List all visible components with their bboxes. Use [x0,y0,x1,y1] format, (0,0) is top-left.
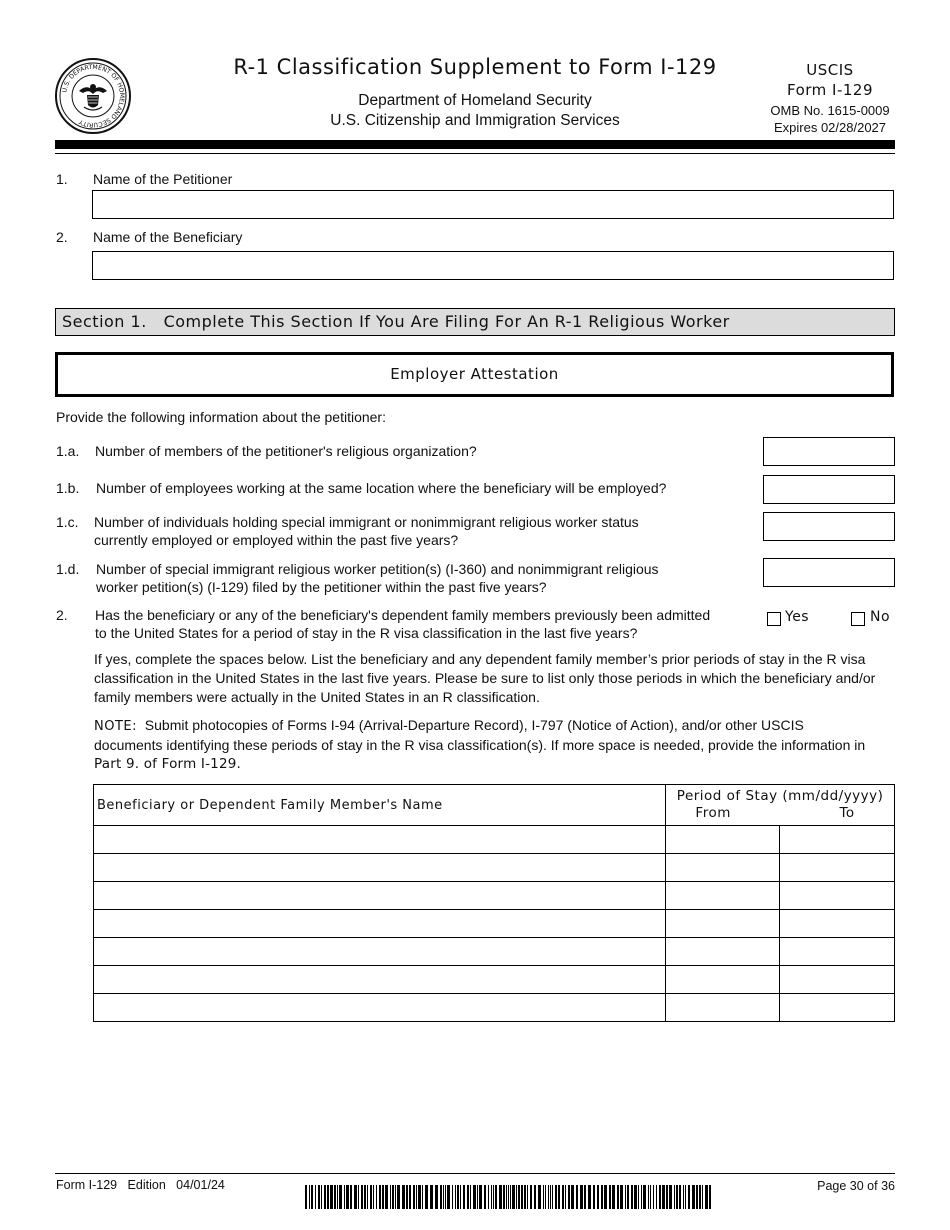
barcode-bar [580,1185,583,1209]
barcode-bar [627,1185,629,1209]
barcode-bar [324,1185,326,1209]
barcode-bar [452,1185,453,1209]
barcode-bar [516,1185,517,1209]
department-line-1: Department of Homeland Security [358,92,592,109]
barcode-bar [350,1185,352,1209]
stay-to-cell[interactable] [780,938,895,966]
barcode-bar [473,1185,476,1209]
barcode-bar [493,1185,494,1209]
barcode-bar [361,1185,363,1209]
barcode-bar [413,1185,415,1209]
note-text [94,716,865,774]
dhs-seal [55,58,131,134]
barcode-bar [422,1185,423,1209]
barcode-bar [609,1185,611,1209]
barcode-bar [373,1185,374,1209]
barcode-bar [334,1185,336,1209]
to-column-header: To [839,805,855,821]
instructions-line-3: family members were actually in the United States in an R classification. [94,689,540,705]
barcode-bar [527,1185,528,1209]
question-1a-field[interactable] [763,437,895,466]
barcode-bar [425,1185,428,1209]
department-name [200,91,750,131]
barcode-bar [662,1185,665,1209]
barcode-bar [311,1185,313,1209]
barcode-bar [392,1185,394,1209]
question-1a-text: Number of members of the petitioner's religious organization? [95,443,477,459]
barcode-bar [467,1185,469,1209]
question-1b-field[interactable] [763,475,895,504]
barcode-bar [518,1185,520,1209]
question-1b-number: 1.b. [56,480,80,496]
question-2-number: 2. [56,607,68,623]
section-header [55,308,895,336]
stay-name-cell[interactable] [94,994,666,1022]
note-line-2: documents identifying these periods of stay in the R visa classification(s). If more space is needed, provide the information in [94,737,866,753]
barcode-bar [385,1185,388,1209]
barcode-bar [358,1185,359,1209]
header-rule-thin [55,153,895,154]
barcode-bar [669,1185,672,1209]
barcode-bar [634,1185,637,1209]
stay-from-cell[interactable] [666,910,780,938]
barcode-bar [390,1185,391,1209]
stay-from-cell[interactable] [666,882,780,910]
barcode-bar [625,1185,626,1209]
beneficiary-number: 2. [56,229,68,245]
barcode-bar [653,1185,654,1209]
barcode-bar [510,1185,511,1209]
barcode-bar [460,1185,461,1209]
department-line-2: U.S. Citizenship and Immigration Services [330,112,620,129]
barcode-bar [503,1185,505,1209]
stay-to-cell[interactable] [780,882,895,910]
stay-from-cell[interactable] [666,826,780,854]
stay-to-cell[interactable] [780,966,895,994]
petitioner-number: 1. [56,171,68,187]
table-row [94,966,895,994]
barcode-bar [530,1185,532,1209]
stay-name-cell[interactable] [94,826,666,854]
barcode-bar [445,1185,446,1209]
barcode-bar [305,1185,307,1209]
question-2-text [95,606,710,642]
table-row [94,882,895,910]
barcode [305,1185,715,1212]
barcode-bar [406,1185,408,1209]
barcode-bar [321,1185,322,1209]
barcode-bar [692,1185,695,1209]
table-row [94,910,895,938]
barcode-bar [638,1185,639,1209]
barcode-bar [685,1185,686,1209]
barcode-bar [584,1185,586,1209]
barcode-bar [440,1185,442,1209]
barcode-bar [418,1185,421,1209]
barcode-bar [488,1185,489,1209]
barcode-bar [656,1185,657,1209]
barcode-bar [506,1185,507,1209]
barcode-bar [315,1185,316,1209]
barcode-bar [601,1185,603,1209]
barcode-bar [679,1185,681,1209]
barcode-bar [318,1185,320,1209]
barcode-bar [604,1185,607,1209]
petitioner-label: Name of the Petitioner [93,171,233,187]
barcode-bar [699,1185,701,1209]
note-line-1: Submit photocopies of Forms I-94 (Arrival-Departure Record), I-797 (Notice of Action), and/or other USCIS [144,717,804,733]
stay-name-cell[interactable] [94,938,666,966]
instructions-text [94,650,875,707]
barcode-bar [495,1185,497,1209]
barcode-bar [709,1185,711,1209]
barcode-bar [499,1185,502,1209]
barcode-bar [409,1185,411,1209]
barcode-bar [696,1185,698,1209]
page-number: Page 30 of 36 [817,1179,895,1193]
barcode-bar [631,1185,633,1209]
employer-attestation-header: Employer Attestation [55,352,894,397]
yes-checkbox[interactable] [767,612,781,626]
barcode-bar [650,1185,651,1209]
barcode-bar [402,1185,405,1209]
petitioner-name-field[interactable] [92,190,894,219]
barcode-bar [364,1185,366,1209]
section-number: Section 1. [62,312,147,331]
period-of-stay-table [93,784,895,1022]
barcode-bar [346,1185,349,1209]
instructions-line-1: If yes, complete the spaces below. List the beneficiary and any dependent family member’s prior periods of stay in the R visa [94,651,866,667]
name-column-header: Beneficiary or Dependent Family Member's Name [94,785,666,826]
barcode-bar [512,1185,515,1209]
question-1d-line-1: Number of special immigrant religious worker petition(s) (I-360) and nonimmigrant religious [96,561,659,577]
stay-from-cell[interactable] [666,938,780,966]
table-row [94,938,895,966]
barcode-bar [705,1185,708,1209]
barcode-bar [543,1185,544,1209]
barcode-bar [309,1185,310,1209]
barcode-bar [666,1185,668,1209]
question-1d-line-2: worker petition(s) (I-129) filed by the petitioner within the past five years? [96,579,547,595]
stay-from-cell[interactable] [666,966,780,994]
footer-rule [55,1173,895,1174]
barcode-bar [416,1185,417,1209]
barcode-bar [457,1185,459,1209]
barcode-bar [550,1185,551,1209]
question-1b-text: Number of employees working at the same location where the beneficiary will be employed? [96,480,667,496]
barcode-bar [327,1185,329,1209]
barcode-bar [430,1185,433,1209]
stay-from-cell[interactable] [666,994,780,1022]
barcode-bar [379,1185,381,1209]
stay-name-cell[interactable] [94,882,666,910]
no-label: No [870,609,891,625]
barcode-bar [354,1185,357,1209]
barcode-bar [674,1185,675,1209]
barcode-bar [571,1185,574,1209]
question-1c-number: 1.c. [56,514,79,530]
barcode-bar [443,1185,444,1209]
barcode-bar [479,1185,482,1209]
barcode-bar [370,1185,372,1209]
barcode-bar [565,1185,566,1209]
question-1c-line-2: currently employed or employed within the past five years? [94,532,459,548]
barcode-bar [676,1185,678,1209]
barcode-bar [538,1185,541,1209]
question-1a-number: 1.a. [56,443,80,459]
barcode-bar [367,1185,368,1209]
stay-name-cell[interactable] [94,966,666,994]
barcode-bar [545,1185,546,1209]
barcode-bar [641,1185,642,1209]
barcode-bar [617,1185,619,1209]
note-label: NOTE: [94,719,137,734]
barcode-bar [344,1185,345,1209]
agency-label: USCIS [806,61,854,79]
barcode-bar [521,1185,523,1209]
seal-text: U.S. DEPARTMENT OF HOMELAND SECURITY [61,63,126,129]
barcode-bar [397,1185,400,1209]
barcode-bar [643,1185,646,1209]
barcode-bar [447,1185,450,1209]
instructions-line-2: classification in the United States in the last five years. Please be sure to list only those periods in which the beneficiary and/or [94,670,876,686]
barcode-bar [593,1185,595,1209]
question-1d-text [96,560,659,596]
no-checkbox[interactable] [851,612,865,626]
question-1c-line-1: Number of individuals holding special immigrant or nonimmigrant religious worker status [94,514,639,530]
table-row [94,854,895,882]
barcode-bar [588,1185,591,1209]
barcode-bar [330,1185,333,1209]
form-number: Form I-129 [786,81,874,99]
section-title: Complete This Section If You Are Filing For An R-1 Religious Worker [163,312,730,331]
barcode-bar [455,1185,456,1209]
barcode-bar [648,1185,649,1209]
expiration-date: Expires 02/28/2027 [773,120,887,135]
beneficiary-label: Name of the Beneficiary [93,229,243,245]
question-1c-text [94,513,639,549]
barcode-bar [477,1185,478,1209]
barcode-bar [548,1185,549,1209]
barcode-bar [683,1185,684,1209]
barcode-bar [534,1185,536,1209]
stay-to-cell[interactable] [780,910,895,938]
barcode-bar [463,1185,465,1209]
barcode-bar [508,1185,509,1209]
barcode-bar [576,1185,578,1209]
omb-info [755,102,905,136]
barcode-bar [484,1185,486,1209]
stay-name-cell[interactable] [94,910,666,938]
barcode-bar [612,1185,615,1209]
period-header-label: Period of Stay (mm/dd/yyyy) [676,788,884,804]
stay-to-cell[interactable] [780,854,895,882]
barcode-bar [552,1185,553,1209]
barcode-bar [555,1185,557,1209]
period-column-header [666,785,895,826]
barcode-bar [470,1185,471,1209]
barcode-bar [382,1185,384,1209]
table-row [94,826,895,854]
beneficiary-name-field[interactable] [92,251,894,280]
barcode-bar [659,1185,661,1209]
barcode-bar [491,1185,492,1209]
barcode-bar [435,1185,438,1209]
question-1d-number: 1.d. [56,561,80,577]
table-row [94,994,895,1022]
barcode-bar [562,1185,564,1209]
barcode-bar [568,1185,570,1209]
stay-to-cell[interactable] [780,826,895,854]
form-edition: Form I-129 Edition 04/01/24 [56,1178,225,1192]
stay-name-cell[interactable] [94,854,666,882]
question-2-line-1: Has the beneficiary or any of the beneficiary's dependent family members previously been admitted [95,607,711,623]
barcode-bar [337,1185,338,1209]
intro-text: Provide the following information about the petitioner: [56,409,386,425]
barcode-bar [376,1185,377,1209]
from-column-header: From [695,805,731,821]
barcode-bar [688,1185,690,1209]
question-1d-field[interactable] [763,558,895,587]
barcode-bar [339,1185,342,1209]
stay-from-cell[interactable] [666,854,780,882]
question-2-line-2: to the United States for a period of stay in the R visa classification in the last five years? [95,625,638,641]
header-rule-thick [55,140,895,149]
barcode-bar [597,1185,599,1209]
yes-label: Yes [785,609,810,625]
note-line-3: Part 9. of Form I-129. [94,756,242,772]
omb-number: OMB No. 1615-0009 [770,103,890,118]
stay-to-cell[interactable] [780,994,895,1022]
question-1c-field[interactable] [763,512,895,541]
barcode-bar [524,1185,526,1209]
barcode-bar [620,1185,623,1209]
barcode-bar [702,1185,703,1209]
barcode-bar [558,1185,560,1209]
form-title: R-1 Classification Supplement to Form I-129 [233,55,717,79]
barcode-bar [395,1185,396,1209]
